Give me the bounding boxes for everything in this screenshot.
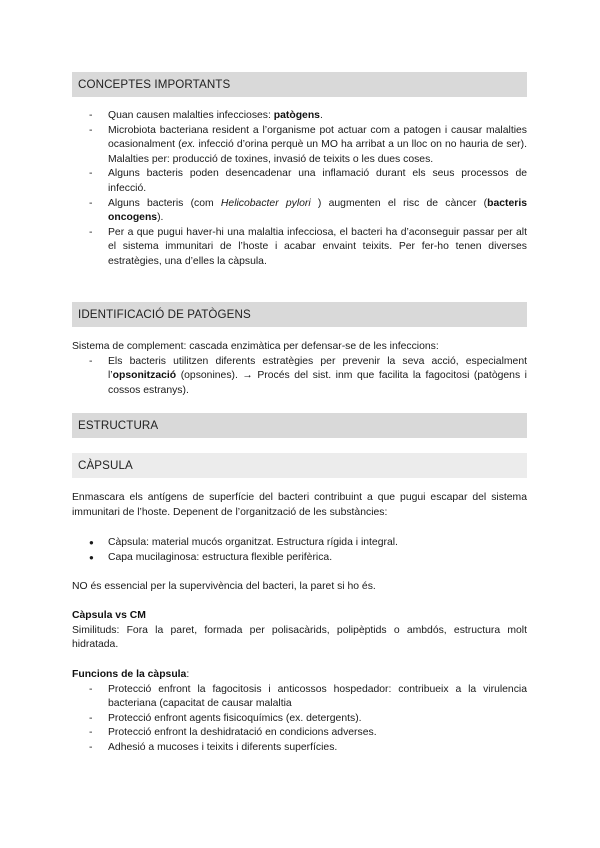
- capsula-note: NO és essencial per la supervivència del bacteri, la paret si ho és.: [72, 581, 376, 592]
- list-item: - Per a que pugui haver-hi una malaltia infecciosa, el bacteri ha d’aconseguir passar per alt el sistema immunitari de l’hoste i acabar envaint teixits. Per fer-ho tenen diverses estratègies, una d’elles la càpsula.: [72, 226, 527, 270]
- funcions-list: [72, 683, 527, 756]
- list-item: - Protecció enfront la deshidratació en condicions adverses.: [72, 726, 527, 741]
- capsula-types-list: [72, 536, 527, 565]
- identificacio-list: [72, 355, 527, 399]
- funcions-heading: Funcions de la càpsula:: [72, 669, 190, 680]
- list-item: - Alguns bacteris poden desencadenar una inflamació durant els seus processos de infecció.: [72, 167, 527, 196]
- identificacio-block: [72, 340, 527, 398]
- capsula-vs-cm-title: Càpsula vs CM: [72, 610, 146, 621]
- list-item: ● Càpsula: material mucós organitzat. Estructura rígida i integral.: [72, 536, 527, 551]
- list-item: - Quan causen malalties infeccioses: patògens.: [72, 109, 527, 124]
- capsula-types-block: [72, 536, 527, 565]
- section-estructura: ESTRUCTURA: [72, 413, 527, 438]
- funcions-block: [72, 668, 527, 756]
- section-identificacio-patogens: IDENTIFICACIÓ DE PATÒGENS: [72, 302, 527, 327]
- list-item: ● Capa mucilaginosa: estructura flexible perifèrica.: [72, 551, 527, 566]
- identificacio-intro: Sistema de complement: cascada enzimàtica per defensar-se de les infeccions:: [72, 341, 439, 352]
- list-item: - Microbiota bacteriana resident a l’organisme pot actuar com a patogen i causar malalties ocasionalment (ex. infecció d’orina perquè un MO ha arribat a un lloc on no hauria de ser). Malalties per: producció de toxines, invasió de teixits o les dues coses.: [72, 124, 527, 168]
- list-item: - Protecció enfront la fagocitosis i anticossos hospedador: contribueix a la virulencia bacteriana (capacitat de causar malaltia: [72, 683, 527, 712]
- funcions-title: Funcions de la càpsula: [72, 669, 187, 680]
- list-item: - Protecció enfront agents fisicoquímics (ex. detergents).: [72, 712, 527, 727]
- conceptes-list-block: [72, 109, 527, 270]
- section-capsula: CÀPSULA: [72, 453, 527, 478]
- conceptes-list: [72, 109, 527, 270]
- section-conceptes-importants: CONCEPTES IMPORTANTS: [72, 72, 527, 97]
- capsula-vs-cm-text: Similituds: Fora la paret, formada per polisacàrids, polipèptids o ambdós, estructura molt hidratada.: [72, 624, 527, 651]
- list-item: - Els bacteris utilitzen diferents estratègies per prevenir la seva acció, especialment l’opsonització (opsonines). → Procés del sist. inm que facilita la fagocitosi (patògens i cossos estranys).: [72, 355, 527, 399]
- capsula-vs-cm-block: [72, 609, 527, 653]
- capsula-intro: Enmascara els antígens de superfície del bacteri contribuint a que pugui escapar del sistema immunitari de l’hoste. Depenent de l’organització de les substàncies:: [72, 492, 527, 518]
- list-item: - Adhesió a mucoses i teixits i diferents superfícies.: [72, 741, 527, 756]
- list-item: - Alguns bacteris (com Helicobacter pylori ) augmenten el risc de càncer (bacteris oncogens).: [72, 197, 527, 226]
